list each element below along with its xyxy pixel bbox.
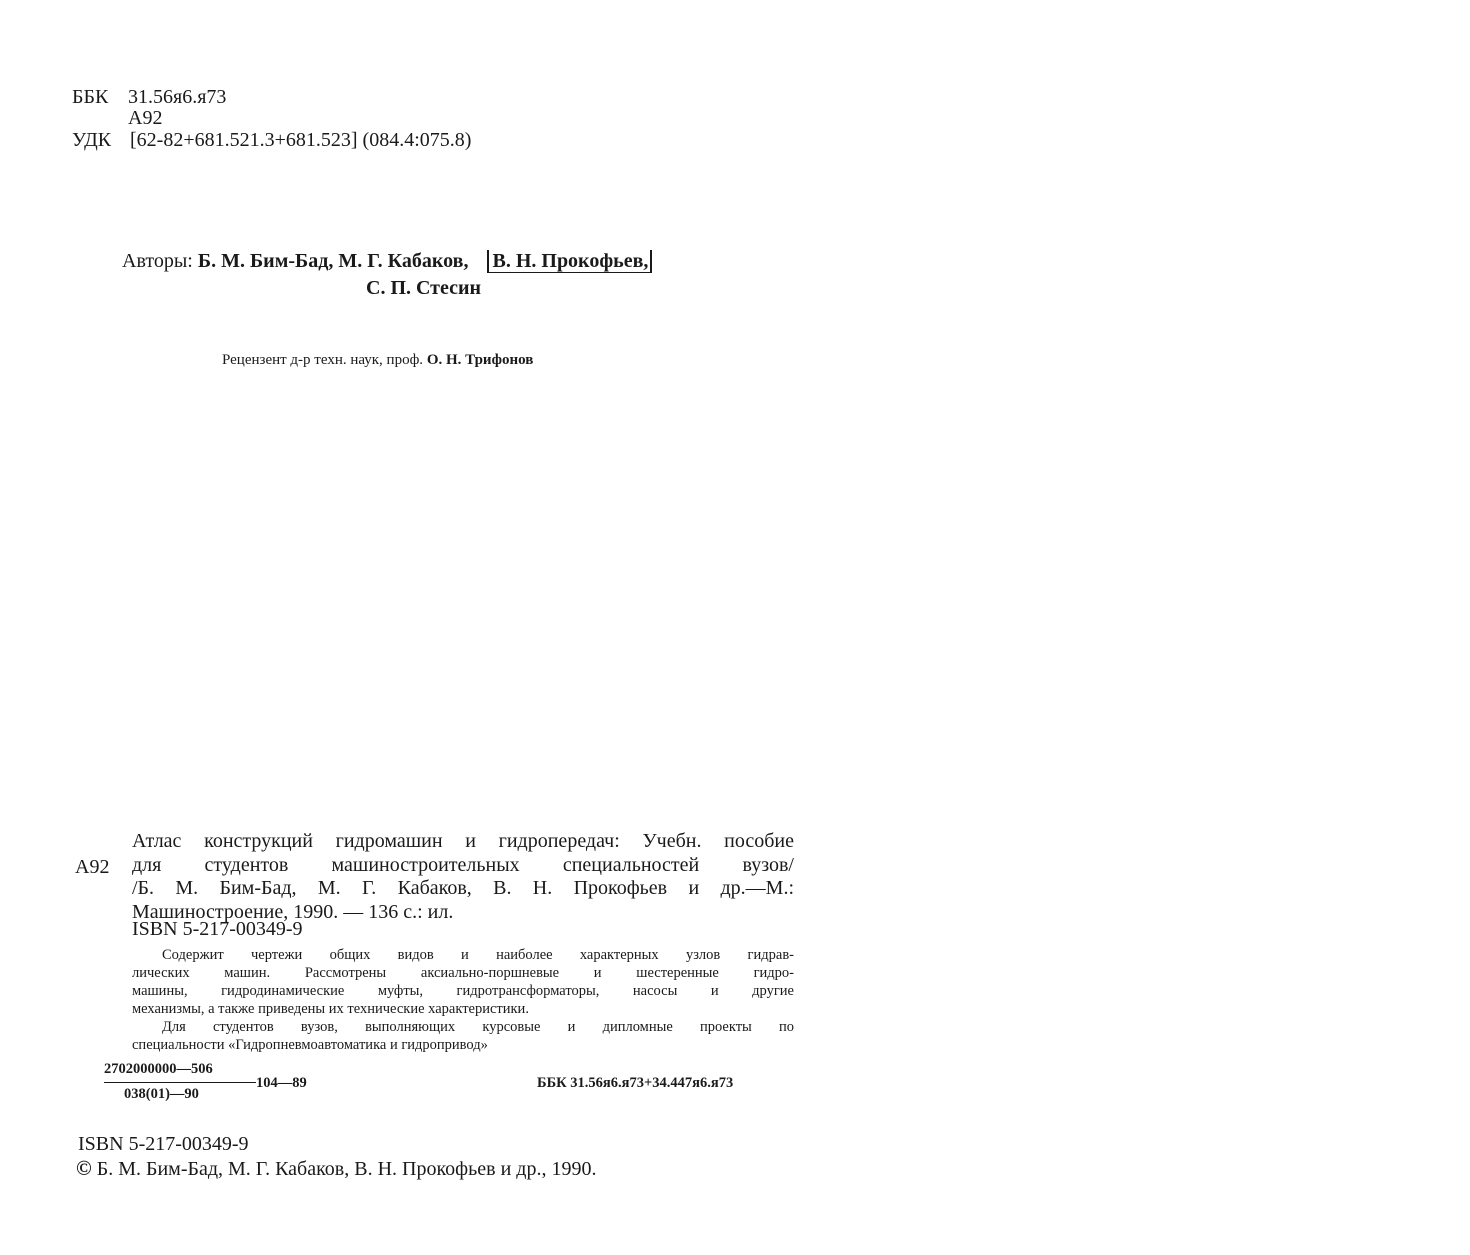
fraction-denominator: 038(01)—90 <box>124 1086 199 1102</box>
authors-line <box>122 250 652 272</box>
authors-names: Б. М. Бим-Бад, М. Г. Кабаков, <box>197 250 469 272</box>
card-isbn: ISBN 5-217-00349-9 <box>132 918 303 940</box>
card-title <box>132 830 794 924</box>
card-annotation <box>132 946 794 1054</box>
authors-label: Авторы: <box>122 250 193 272</box>
card-title-line: Атлас конструкций гидромашин и гидропередач: Учебн. пособие <box>132 830 794 852</box>
annotation-line: машины, гидродинамические муфты, гидротрансформаторы, насосы и другие <box>132 983 794 999</box>
authors-names-second-line: С. П. Стесин <box>366 277 482 299</box>
fraction-numerator: 2702000000—506 <box>104 1061 213 1077</box>
annotation-line: механизмы, а также приведены их технические характеристики. <box>132 1001 529 1017</box>
udk-value: [62-82+681.521.3+681.523] (084.4:075.8) <box>130 129 472 151</box>
card-code: А92 <box>75 856 110 878</box>
reviewer-label: Рецензент д-р техн. наук, проф. <box>222 352 424 368</box>
copyright-line <box>76 1157 596 1180</box>
annotation-line: специальности «Гидропневмоавтоматика и гидропривод» <box>132 1037 488 1053</box>
reviewer-line <box>222 352 533 369</box>
card-title-line: для студентов машиностроительных специальностей вузов/ <box>132 853 794 876</box>
card-title-line: Машиностроение, 1990. — 136 с.: ил. <box>132 900 454 923</box>
copyright-text: Б. М. Бим-Бад, М. Г. Кабаков, В. Н. Прокофьев и др., 1990. <box>96 1158 597 1180</box>
authors-boxed-name: В. Н. Прокофьев, <box>487 250 652 273</box>
fraction-code: 104—89 <box>256 1075 307 1091</box>
fraction-bar <box>104 1082 256 1083</box>
reviewer-name: О. Н. Трифонов <box>426 352 534 368</box>
udk-classification <box>72 129 471 151</box>
annotation-line: Для студентов вузов, выполняющих курсовые и дипломные проекты по <box>162 1019 794 1035</box>
annotation-line: Содержит чертежи общих видов и наиболее характерных узлов гидрав- <box>162 947 794 963</box>
footer-isbn: ISBN 5-217-00349-9 <box>78 1133 249 1155</box>
copyright-icon: © <box>76 1156 92 1180</box>
annotation-line: лических машин. Рассмотрены аксиально-поршневые и шестеренные гидро- <box>132 965 794 981</box>
author-mark: А92 <box>128 107 163 129</box>
bbk-classification <box>72 86 226 108</box>
bbk-value: 31.56я6.я73 <box>128 86 227 108</box>
bbk-label: ББК <box>72 86 109 108</box>
udk-label: УДК <box>72 129 112 151</box>
card-bbk: ББК 31.56я6.я73+34.447я6.я73 <box>537 1075 734 1091</box>
card-title-line: /Б. М. Бим-Бад, М. Г. Кабаков, В. Н. Прокофьев и др.—М.: <box>132 877 794 899</box>
